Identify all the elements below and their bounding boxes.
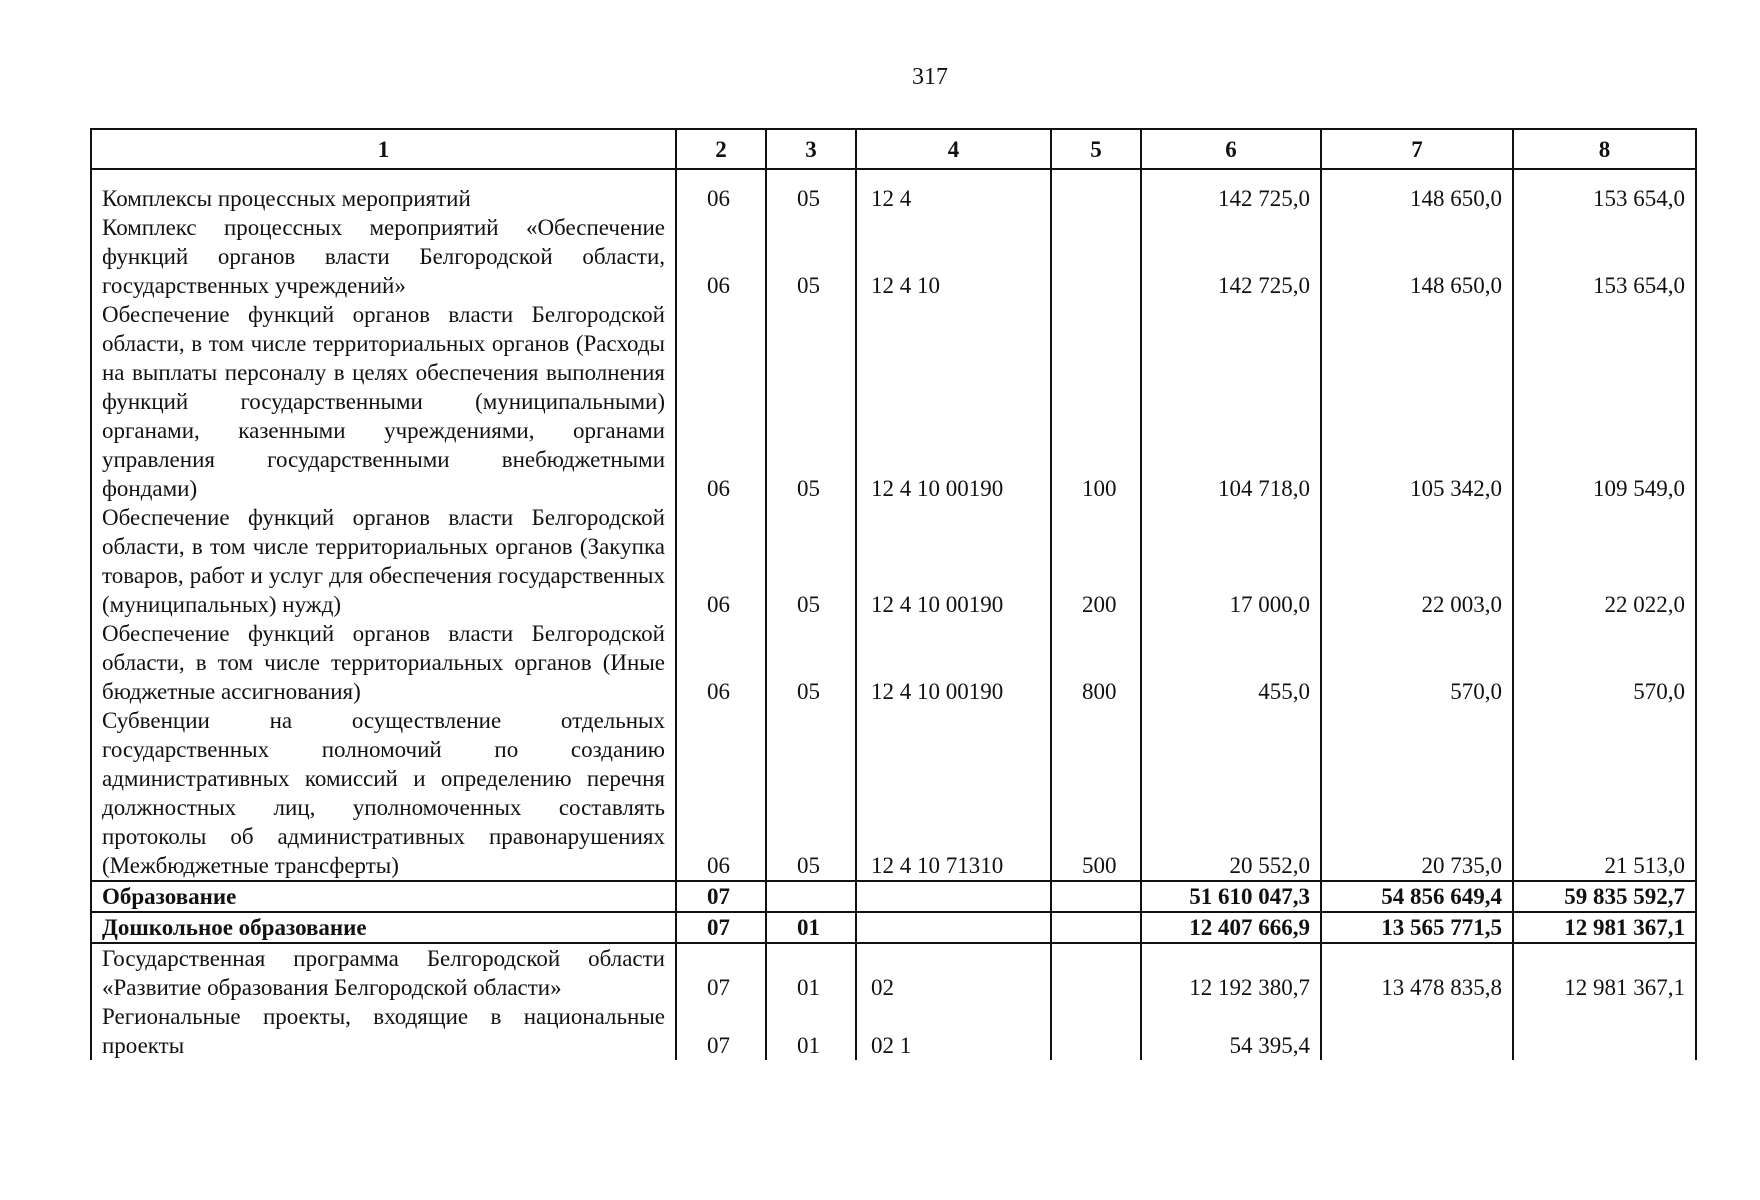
- table-row: [91, 943, 1696, 1002]
- row-name: Дошкольное образование: [91, 912, 676, 943]
- row-amount-col8: 12 981 367,1: [1513, 912, 1696, 943]
- row-subsection-code: 05: [766, 706, 856, 881]
- row-amount-col6: 12 407 666,9: [1141, 912, 1321, 943]
- row-amount-col6: 455,0: [1141, 619, 1321, 706]
- header-col-3: 3: [766, 129, 856, 169]
- row-subsection-code: 05: [766, 619, 856, 706]
- row-amount-col7: 54 856 649,4: [1321, 881, 1513, 912]
- row-section-code: 07: [676, 912, 766, 943]
- row-subsection-code: 01: [766, 912, 856, 943]
- row-subsection-code: 05: [766, 213, 856, 300]
- row-amount-col8: 12 981 367,1: [1513, 943, 1696, 1002]
- row-amount-col7: 148 650,0: [1321, 169, 1513, 213]
- row-section-code: 06: [676, 503, 766, 619]
- budget-table: [90, 128, 1697, 1060]
- row-section-code: 06: [676, 169, 766, 213]
- row-target-article: [856, 881, 1051, 912]
- row-expense-type: 800: [1051, 619, 1141, 706]
- header-col-4: 4: [856, 129, 1051, 169]
- header-col-8: 8: [1513, 129, 1696, 169]
- row-amount-col8: 109 549,0: [1513, 300, 1696, 503]
- row-section-code: 06: [676, 300, 766, 503]
- header-col-6: 6: [1141, 129, 1321, 169]
- row-name: Субвенции на осуществление отдельных государственных полномочий по созданию административных комиссий и определению перечня должностных лиц, уполномоченных составлять протоколы об административных правонарушениях (Межбюджетные трансферты): [91, 706, 676, 881]
- header-col-1: 1: [91, 129, 676, 169]
- row-amount-col8: 59 835 592,7: [1513, 881, 1696, 912]
- row-section-code: 07: [676, 881, 766, 912]
- table-row: [91, 300, 1696, 503]
- row-name: Обеспечение функций органов власти Белгородской области, в том числе территориальных органов (Расходы на выплаты персоналу в целях обеспечения выполнения функций государственными (муниципальными) органами, казенными учреждениями, органами управления государственными внебюджетными фондами): [91, 300, 676, 503]
- table-row: [91, 619, 1696, 706]
- row-expense-type: [1051, 881, 1141, 912]
- row-amount-col7: 148 650,0: [1321, 213, 1513, 300]
- row-amount-col7: 570,0: [1321, 619, 1513, 706]
- row-amount-col6: 142 725,0: [1141, 213, 1321, 300]
- row-target-article: 12 4 10 00190: [856, 619, 1051, 706]
- row-subsection-code: 01: [766, 1002, 856, 1060]
- row-section-code: 06: [676, 706, 766, 881]
- row-section-code: 06: [676, 213, 766, 300]
- header-col-5: 5: [1051, 129, 1141, 169]
- row-expense-type: [1051, 169, 1141, 213]
- row-subsection-code: 05: [766, 503, 856, 619]
- row-expense-type: [1051, 213, 1141, 300]
- row-amount-col6: 54 395,4: [1141, 1002, 1321, 1060]
- table-row: [91, 1002, 1696, 1060]
- row-amount-col7: 22 003,0: [1321, 503, 1513, 619]
- row-amount-col6: 104 718,0: [1141, 300, 1321, 503]
- row-amount-col8: 153 654,0: [1513, 169, 1696, 213]
- row-subsection-code: [766, 881, 856, 912]
- table-row: [91, 169, 1696, 213]
- row-amount-col8: 570,0: [1513, 619, 1696, 706]
- row-target-article: 02 1: [856, 1002, 1051, 1060]
- row-subsection-code: 01: [766, 943, 856, 1002]
- row-amount-col8: 21 513,0: [1513, 706, 1696, 881]
- row-expense-type: 100: [1051, 300, 1141, 503]
- row-name: Образование: [91, 881, 676, 912]
- table-row: [91, 912, 1696, 943]
- row-expense-type: [1051, 912, 1141, 943]
- row-amount-col6: 20 552,0: [1141, 706, 1321, 881]
- row-section-code: 06: [676, 619, 766, 706]
- row-name: Государственная программа Белгородской области «Развитие образования Белгородской области»: [91, 943, 676, 1002]
- table-row: [91, 213, 1696, 300]
- row-subsection-code: 05: [766, 169, 856, 213]
- row-amount-col6: 51 610 047,3: [1141, 881, 1321, 912]
- row-name: Обеспечение функций органов власти Белгородской области, в том числе территориальных органов (Закупка товаров, работ и услуг для обеспечения государственных (муниципальных) нужд): [91, 503, 676, 619]
- row-amount-col6: 142 725,0: [1141, 169, 1321, 213]
- row-target-article: 02: [856, 943, 1051, 1002]
- row-section-code: 07: [676, 943, 766, 1002]
- row-name: Региональные проекты, входящие в национальные проекты: [91, 1002, 676, 1060]
- row-amount-col6: 17 000,0: [1141, 503, 1321, 619]
- row-expense-type: [1051, 943, 1141, 1002]
- table-row: [91, 881, 1696, 912]
- row-subsection-code: 05: [766, 300, 856, 503]
- row-target-article: 12 4 10: [856, 213, 1051, 300]
- table-row: [91, 706, 1696, 881]
- row-amount-col7: 13 478 835,8: [1321, 943, 1513, 1002]
- row-target-article: 12 4 10 71310: [856, 706, 1051, 881]
- row-amount-col8: [1513, 1002, 1696, 1060]
- row-target-article: [856, 912, 1051, 943]
- table-body: [91, 169, 1696, 1060]
- header-row: [91, 129, 1696, 169]
- row-name: Обеспечение функций органов власти Белгородской области, в том числе территориальных органов (Иные бюджетные ассигнования): [91, 619, 676, 706]
- table-row: [91, 503, 1696, 619]
- row-amount-col8: 22 022,0: [1513, 503, 1696, 619]
- row-name: Комплексы процессных мероприятий: [91, 169, 676, 213]
- row-amount-col7: 105 342,0: [1321, 300, 1513, 503]
- row-amount-col7: [1321, 1002, 1513, 1060]
- page-number: 317: [912, 64, 948, 90]
- row-target-article: 12 4: [856, 169, 1051, 213]
- row-target-article: 12 4 10 00190: [856, 300, 1051, 503]
- row-amount-col6: 12 192 380,7: [1141, 943, 1321, 1002]
- row-expense-type: [1051, 1002, 1141, 1060]
- row-amount-col7: 20 735,0: [1321, 706, 1513, 881]
- row-section-code: 07: [676, 1002, 766, 1060]
- header-col-2: 2: [676, 129, 766, 169]
- header-col-7: 7: [1321, 129, 1513, 169]
- row-expense-type: 500: [1051, 706, 1141, 881]
- row-expense-type: 200: [1051, 503, 1141, 619]
- row-amount-col7: 13 565 771,5: [1321, 912, 1513, 943]
- row-target-article: 12 4 10 00190: [856, 503, 1051, 619]
- row-amount-col8: 153 654,0: [1513, 213, 1696, 300]
- row-name: Комплекс процессных мероприятий «Обеспечение функций органов власти Белгородской области, государственных учреждений»: [91, 213, 676, 300]
